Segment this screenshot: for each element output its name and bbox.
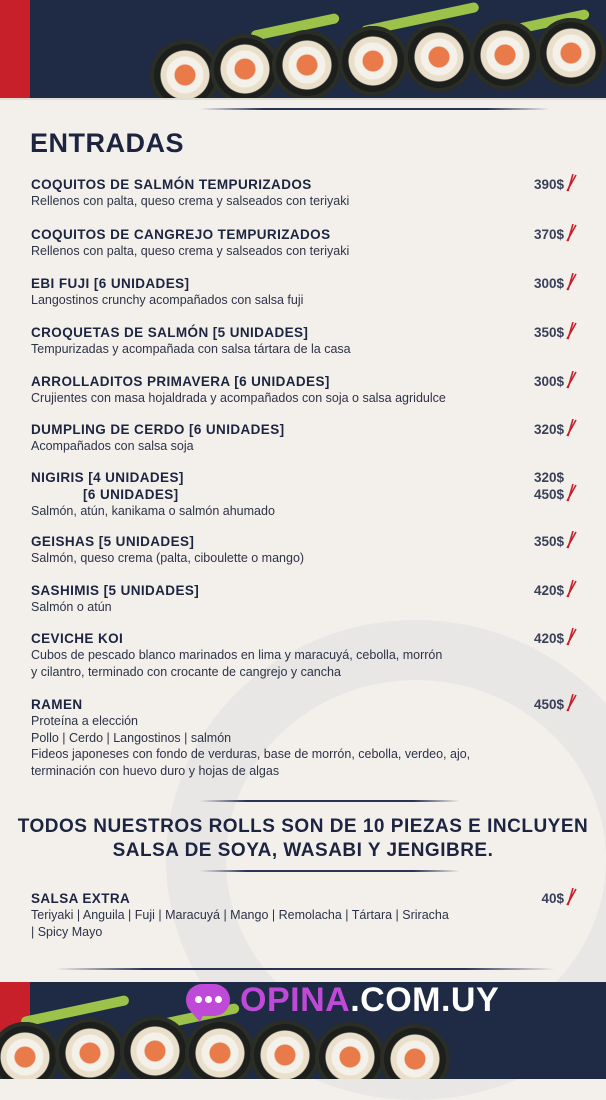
item-name: CROQUETAS DE SALMÓN [5 UNIDADES] xyxy=(31,325,309,340)
watermark-logo xyxy=(186,982,499,1018)
rolls-banner-line-1: TODOS NUESTROS ROLLS SON DE 10 PIEZAS E INCLUYEN xyxy=(17,816,589,837)
chopsticks-icon xyxy=(565,531,577,549)
chopsticks-icon xyxy=(565,322,577,340)
item-description: Cubos de pescado blanco marinados en lima y maracuyá, cebolla, morrón xyxy=(31,648,443,662)
chopsticks-icon xyxy=(565,371,577,389)
watermark-text-brand: OPINA xyxy=(240,980,351,1019)
item-description: terminación con huevo duro y hojas de algas xyxy=(31,763,280,778)
menu-item xyxy=(31,630,577,680)
watermark-text-domain: .COM.UY xyxy=(350,980,500,1019)
item-name: ARROLLADITOS PRIMAVERA [6 UNIDADES] xyxy=(31,374,330,389)
item-price: 320$ xyxy=(533,422,564,437)
banner-bottom-divider xyxy=(200,870,460,872)
item-price-variant: 450$ xyxy=(533,487,564,502)
menu-item xyxy=(31,176,577,210)
top-divider xyxy=(200,108,550,110)
item-description: Salmón, atún, kanikama o salmón ahumado xyxy=(31,504,275,518)
item-description: Langostinos crunchy acompañados con salsa fuji xyxy=(31,293,304,307)
item-description: y cilantro, terminado con crocante de cangrejo y cancha xyxy=(31,664,341,679)
item-name: SASHIMIS [5 UNIDADES] xyxy=(31,583,200,598)
chat-bubble-icon xyxy=(186,984,230,1016)
chopsticks-icon xyxy=(565,419,577,437)
item-price: 370$ xyxy=(533,227,564,242)
rolls-banner-line-2: SALSA DE SOYA, WASABI Y JENGIBRE. xyxy=(112,840,494,861)
menu-item xyxy=(31,469,577,520)
menu-item xyxy=(31,582,577,616)
chopsticks-icon xyxy=(565,580,577,598)
chopsticks-icon xyxy=(565,174,577,192)
item-description: Rellenos con palta, queso crema y salseados con teriyaki xyxy=(31,244,350,258)
chopsticks-icon xyxy=(565,888,577,906)
chopsticks-icon xyxy=(565,484,577,502)
menu-item xyxy=(31,275,577,309)
chopsticks-icon xyxy=(565,628,577,646)
item-price: 420$ xyxy=(533,583,564,598)
item-price: 40$ xyxy=(541,891,564,906)
chopsticks-icon xyxy=(565,273,577,291)
item-name: NIGIRIS [4 UNIDADES] xyxy=(31,470,184,485)
panel-top-edge xyxy=(0,98,606,100)
item-description: | Spicy Mayo xyxy=(31,924,103,939)
menu-item xyxy=(31,696,577,779)
menu-item xyxy=(31,226,577,260)
item-name-variant: [6 UNIDADES] xyxy=(83,487,179,502)
menu-item xyxy=(31,373,577,407)
item-price: 450$ xyxy=(533,697,564,712)
item-description: Rellenos con palta, queso crema y salseados con teriyaki xyxy=(31,194,350,208)
menu-item xyxy=(31,421,577,455)
item-description: Pollo | Cerdo | Langostinos | salmón xyxy=(31,730,232,745)
menu-item xyxy=(31,324,577,358)
item-price: 350$ xyxy=(533,325,564,340)
item-name: COQUITOS DE CANGREJO TEMPURIZADOS xyxy=(31,227,331,242)
item-description: Salmón, queso crema (palta, ciboulette o mango) xyxy=(31,551,305,565)
item-description: Teriyaki | Anguila | Fuji | Maracuyá | Mango | Remolacha | Tártara | Sriracha xyxy=(31,908,449,922)
item-price: 420$ xyxy=(533,631,564,646)
header-sushi-photo xyxy=(0,0,606,98)
item-name: RAMEN xyxy=(31,697,83,712)
item-price: 320$ xyxy=(533,470,564,485)
item-description: Tempurizadas y acompañada con salsa tártara de la casa xyxy=(31,342,351,356)
item-name: SALSA EXTRA xyxy=(31,891,131,906)
item-price: 300$ xyxy=(533,374,564,389)
item-name: EBI FUJI [6 UNIDADES] xyxy=(31,276,190,291)
menu-item xyxy=(31,533,577,567)
item-description: Crujientes con masa hojaldrada y acompañados con soja o salsa agridulce xyxy=(31,391,446,405)
item-price: 350$ xyxy=(533,534,564,549)
item-description: Fideos japoneses con fondo de verduras, base de morrón, cebolla, verdeo, ajo, xyxy=(31,747,471,761)
section-title: ENTRADAS xyxy=(30,128,185,158)
item-price: 390$ xyxy=(533,177,564,192)
item-name: COQUITOS DE SALMÓN TEMPURIZADOS xyxy=(31,177,312,192)
item-price: 300$ xyxy=(533,276,564,291)
item-description: Salmón o atún xyxy=(31,600,112,614)
item-description: Proteína a elección xyxy=(31,714,139,728)
menu-item-extra xyxy=(31,890,577,940)
banner-top-divider xyxy=(200,800,460,802)
item-name: GEISHAS [5 UNIDADES] xyxy=(31,534,195,549)
footer-divider xyxy=(55,968,555,970)
chopsticks-icon xyxy=(565,224,577,242)
item-name: DUMPLING DE CERDO [6 UNIDADES] xyxy=(31,422,285,437)
item-name: CEVICHE KOI xyxy=(31,631,124,646)
item-description: Acompañados con salsa soja xyxy=(31,439,194,453)
chopsticks-icon xyxy=(565,694,577,712)
